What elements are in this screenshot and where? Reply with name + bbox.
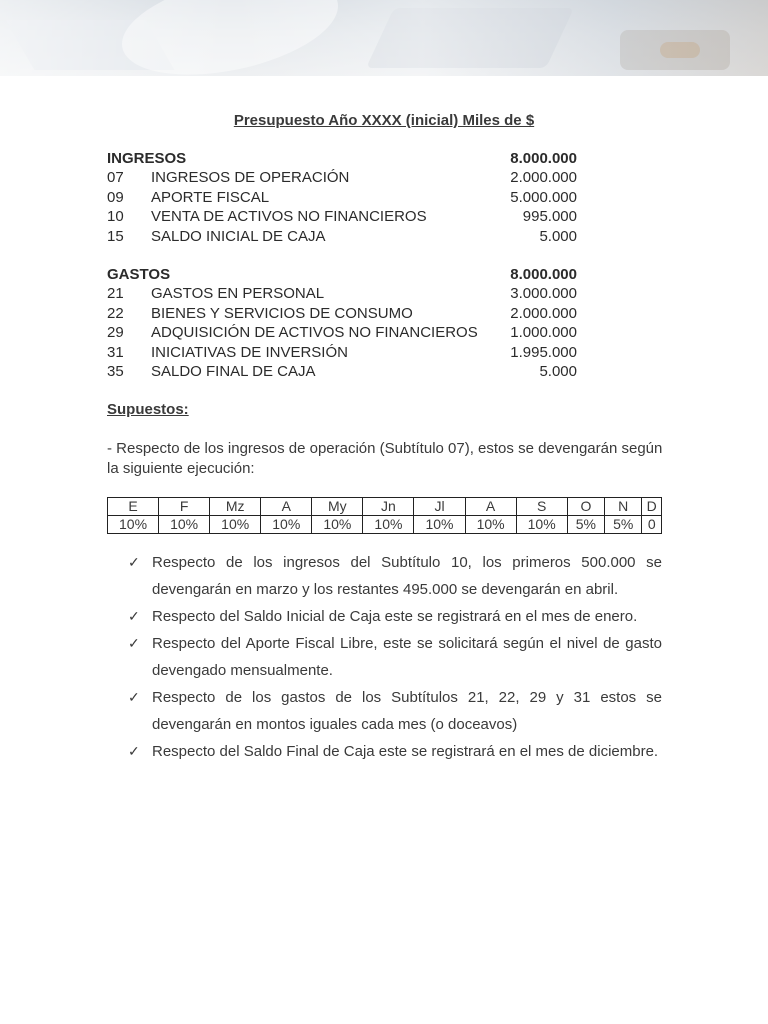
- row-label: SALDO INICIAL DE CAJA: [151, 227, 326, 245]
- budget-row: [107, 227, 577, 246]
- check-icon: ✓: [128, 689, 140, 705]
- assumption-item: [128, 684, 662, 738]
- row-label: INICIATIVAS DE INVERSIÓN: [151, 343, 348, 361]
- month-cell: My: [312, 498, 363, 516]
- assumption-item: [128, 603, 662, 630]
- ingresos-total: 8.000.000: [510, 150, 577, 167]
- percent-cell: 5%: [567, 516, 604, 534]
- gastos-total: 8.000.000: [510, 266, 577, 283]
- row-amount: 1.000.000: [510, 324, 577, 342]
- percent-cell: 10%: [465, 516, 516, 534]
- row-amount: 995.000: [522, 208, 577, 226]
- row-amount: 2.000.000: [510, 304, 577, 322]
- row-code: 21: [107, 285, 124, 303]
- month-cell: E: [108, 498, 159, 516]
- budget-row: [107, 304, 577, 323]
- row-label: ADQUISICIÓN DE ACTIVOS NO FINANCIEROS: [151, 324, 478, 342]
- row-label: VENTA DE ACTIVOS NO FINANCIEROS: [151, 208, 427, 226]
- assumption-item: [128, 549, 662, 603]
- percent-cell: 10%: [210, 516, 261, 534]
- row-label: SALDO FINAL DE CAJA: [151, 362, 316, 380]
- row-amount: 1.995.000: [510, 343, 577, 361]
- header-banner-image: [0, 0, 768, 76]
- assumption-text: Respecto del Saldo Final de Caja este se registrará en el mes de diciembre.: [152, 743, 659, 760]
- row-code: 10: [107, 208, 124, 226]
- budget-row: [107, 343, 577, 362]
- month-cell: Jn: [363, 498, 414, 516]
- row-label: GASTOS EN PERSONAL: [151, 285, 325, 303]
- row-amount: 3.000.000: [510, 285, 577, 303]
- check-icon: ✓: [128, 743, 140, 759]
- row-amount: 5.000: [539, 227, 577, 245]
- percent-cell: 10%: [159, 516, 210, 534]
- month-cell: N: [605, 498, 642, 516]
- row-code: 15: [107, 227, 124, 245]
- supuestos-heading: Supuestos:: [107, 401, 189, 418]
- month-cell: O: [567, 498, 604, 516]
- assumption-text: Respecto del Aporte Fiscal Libre, este se solicitará según el nivel de gasto devengado mensualmente.: [152, 635, 662, 679]
- percent-cell: 5%: [605, 516, 642, 534]
- row-code: 35: [107, 362, 124, 380]
- months-row: [108, 498, 662, 516]
- row-amount: 2.000.000: [510, 169, 577, 187]
- budget-row: [107, 188, 577, 207]
- percent-cell: 10%: [363, 516, 414, 534]
- ingresos-heading: INGRESOS: [107, 150, 187, 167]
- assumption-item: [128, 630, 662, 684]
- row-code: 07: [107, 169, 124, 187]
- row-amount: 5.000.000: [510, 188, 577, 206]
- budget-row: [107, 323, 577, 342]
- month-cell: Jl: [414, 498, 465, 516]
- row-code: 22: [107, 304, 124, 322]
- assumption-text: Respecto del Saldo Inicial de Caja este se registrará en el mes de enero.: [152, 608, 638, 625]
- assumption-text: Respecto de los gastos de los Subtítulos 21, 22, 29 y 31 estos se devengarán en montos iguales cada mes (o doceavos): [152, 689, 662, 733]
- execution-table: [107, 497, 662, 534]
- row-code: 29: [107, 324, 124, 342]
- gastos-heading-row: [107, 265, 577, 284]
- ingresos-heading-row: [107, 149, 577, 168]
- month-cell: Mz: [210, 498, 261, 516]
- month-cell: F: [159, 498, 210, 516]
- percent-cell: 10%: [108, 516, 159, 534]
- row-label: INGRESOS DE OPERACIÓN: [151, 169, 350, 187]
- check-icon: ✓: [128, 608, 140, 624]
- month-cell: D: [642, 498, 662, 516]
- row-label: BIENES Y SERVICIOS DE CONSUMO: [151, 304, 413, 322]
- gastos-section: [107, 265, 577, 381]
- budget-row: [107, 362, 577, 381]
- percent-cell: 10%: [516, 516, 567, 534]
- percent-cell: 10%: [312, 516, 363, 534]
- budget-row: [107, 284, 577, 303]
- row-label: APORTE FISCAL: [151, 188, 270, 206]
- ingresos-section: [107, 149, 577, 246]
- check-icon: ✓: [128, 554, 140, 570]
- percent-cell: 0: [642, 516, 662, 534]
- percent-cell: 10%: [414, 516, 465, 534]
- gastos-heading: GASTOS: [107, 266, 171, 283]
- percents-row: [108, 516, 662, 534]
- supuestos-intro: - Respecto de los ingresos de operación (Subtítulo 07), estos se devengarán según la siguiente ejecución:: [107, 440, 663, 477]
- document-title: Presupuesto Año XXXX (inicial) Miles de $: [233, 112, 535, 129]
- budget-row: [107, 207, 577, 226]
- assumption-item: [128, 738, 662, 765]
- assumption-text: Respecto de los ingresos del Subtítulo 10, los primeros 500.000 se devengarán en marzo y los restantes 495.000 se devengarán en abril.: [152, 554, 662, 598]
- row-amount: 5.000: [539, 362, 577, 380]
- assumptions-list: [128, 549, 662, 765]
- check-icon: ✓: [128, 635, 140, 651]
- row-code: 31: [107, 343, 124, 361]
- budget-row: [107, 168, 577, 187]
- row-code: 09: [107, 188, 124, 206]
- percent-cell: 10%: [261, 516, 312, 534]
- month-cell: S: [516, 498, 567, 516]
- month-cell: A: [465, 498, 516, 516]
- month-cell: A: [261, 498, 312, 516]
